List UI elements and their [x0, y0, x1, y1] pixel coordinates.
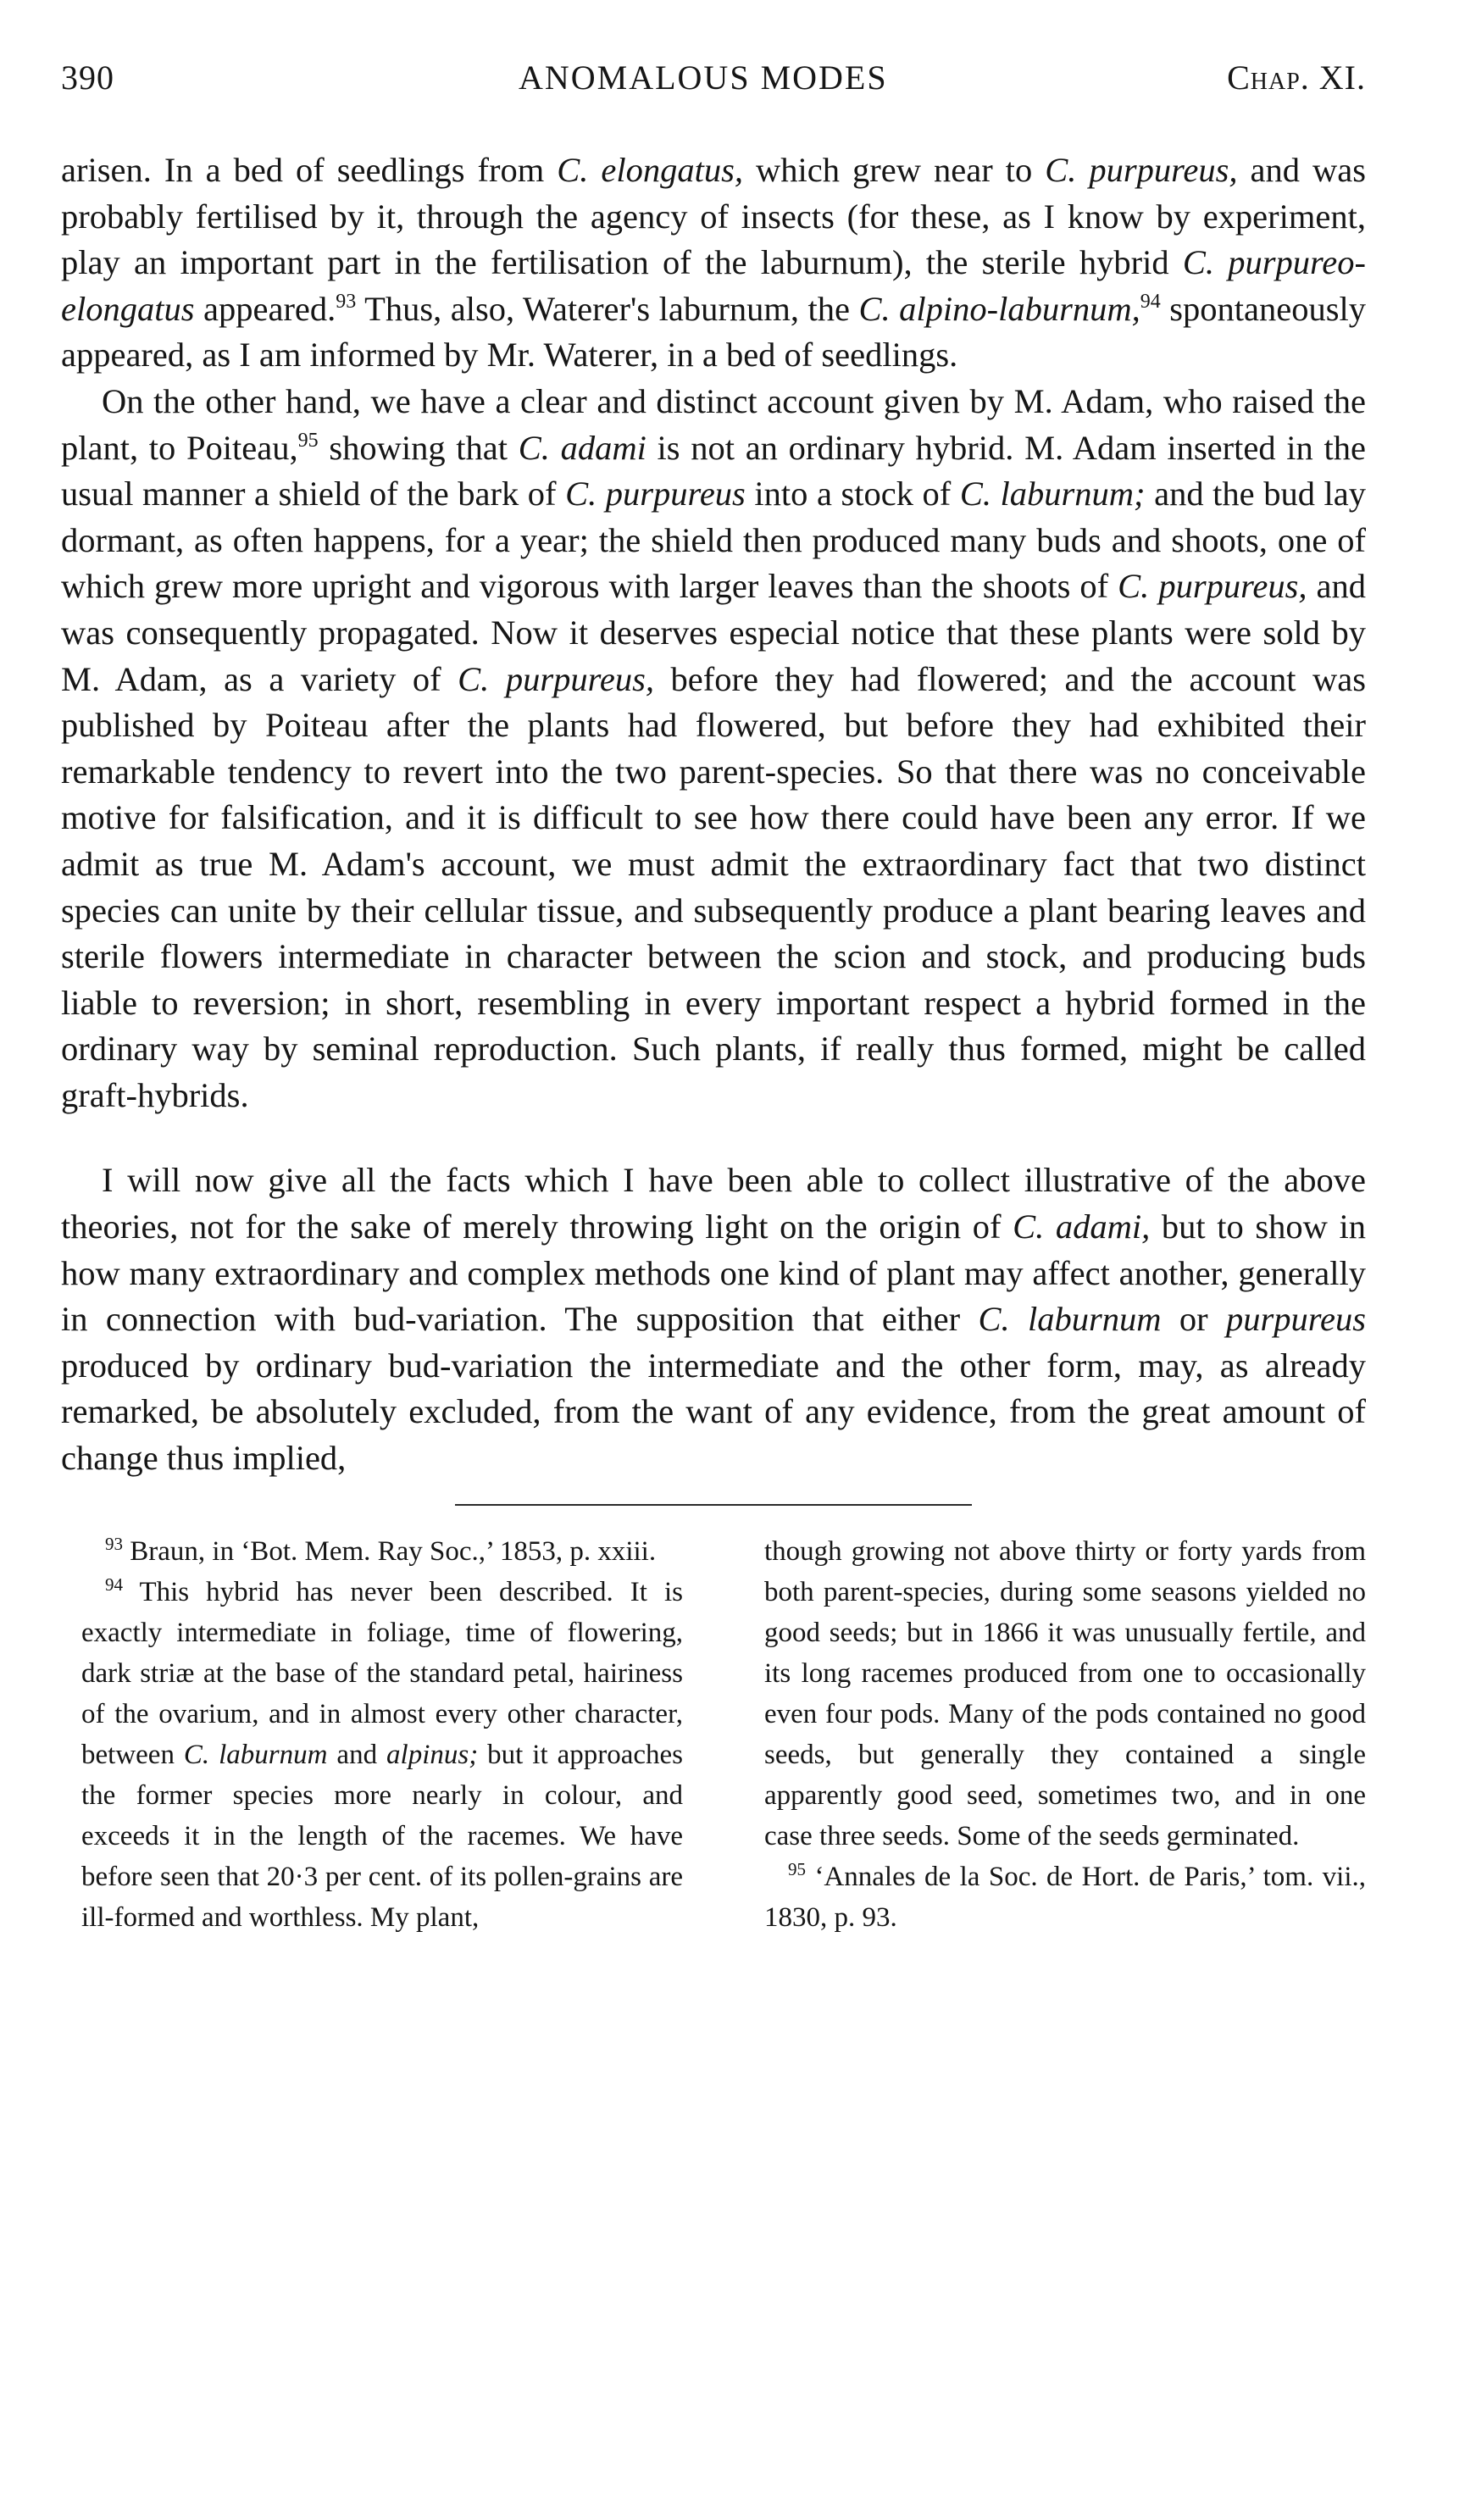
paragraph-1	[61, 147, 1366, 379]
text-run: arisen. In a bed of seedlings from	[61, 151, 558, 189]
italic-species-name: C. adami,	[1013, 1207, 1151, 1246]
chapter-label: Chap. XI.	[1227, 58, 1366, 97]
footnote-column-right	[744, 1531, 1366, 1938]
paragraph-3	[61, 1157, 1366, 1481]
footnotes	[61, 1531, 1366, 1938]
text-run: appeared.	[194, 289, 336, 328]
text-run: On the other hand, we have a clear and distinct account given by M. Adam, who raised the plant, to Poiteau,	[61, 381, 1366, 467]
text-run: and the bud lay dormant, as often happens, for a year; the shield then produced many buds and shoots, one of which grew more upright and vigorous with larger leaves than the shoots of	[61, 475, 1366, 606]
book-page	[61, 51, 1366, 1938]
footnote-text: This hybrid has never been described. It is exactly intermediate in foliage, time of flowering, dark striæ at the base of the standard petal, hairiness of the ovarium, and in almost every other character, between	[81, 1576, 683, 1770]
footnote-94-continued	[764, 1531, 1366, 1857]
text-run: and was probably fertilised by it, through the agency of insects (for these, as I know by experiment, play an important part in the fertilisation of the laburnum), the sterile hybrid	[61, 151, 1366, 282]
footnote-94	[81, 1572, 683, 1938]
text-run: but to show in how many extraordinary and complex methods one kind of plant may affect another, generally in connection with bud-variation. The supposition that either	[61, 1207, 1367, 1339]
footnote-column-left	[61, 1531, 683, 1938]
text-run: spontaneously appeared, as I am informed by Mr. Waterer, in a bed of seedlings.	[61, 289, 1367, 375]
running-title: ANOMALOUS MODES	[519, 58, 888, 97]
italic-species-name: C. elongatus,	[557, 151, 744, 189]
italic-species-name: C. adami	[518, 428, 646, 467]
text-run: is not an ordinary hybrid. M. Adam inserted in the usual manner a shield of the bark of	[61, 428, 1366, 513]
running-header	[61, 51, 1366, 110]
page-number: 390	[61, 58, 114, 97]
italic-species-name: C. laburnum	[978, 1300, 1162, 1339]
footnote-95	[764, 1857, 1366, 1938]
italic-species-name: C. laburnum	[183, 1739, 328, 1770]
text-run: into a stock of	[745, 475, 960, 513]
text-run: which grew near to	[743, 151, 1046, 189]
footnote-ref-95[interactable]: 95	[297, 429, 319, 452]
italic-species-name: C. alpino-laburnum,	[858, 289, 1140, 328]
footnote-ref-93[interactable]: 93	[336, 290, 357, 313]
footnote-text: and	[327, 1739, 387, 1770]
footnote-text: Braun, in ‘Bot. Mem. Ray Soc.,’ 1853, p. xxiii.	[123, 1535, 657, 1567]
text-run: Thus, also, Waterer's laburnum, the	[356, 289, 859, 328]
text-run: showing that	[318, 428, 519, 467]
italic-species-name: purpureus	[1225, 1300, 1366, 1339]
text-run: or	[1161, 1300, 1226, 1339]
main-text	[61, 147, 1366, 1482]
text-run: I will now give all the facts which I have been able to collect illustrative of the above theories, not for the sake of merely throwing light on the origin of	[61, 1161, 1366, 1246]
italic-species-name: C. purpureo-elongatus	[61, 243, 1366, 328]
footnote-number: 93	[105, 1533, 123, 1554]
text-run: before they had flowered; and the account was published by Poiteau after the plants had flowered, but before they had exhibited their remarkable tendency to revert into the two parent-species. So that there was no conceivable motive for falsification, and it is difficult to see how there could have been any error. If we admit as true M. Adam's account, we must admit the extraordinary fact that two distinct species can unite by their cellular tissue, and subsequently produce a plant bearing leaves and sterile flowers intermediate in character between the scion and stock, and producing buds liable to reversion; in short, resembling in every important respect a hybrid formed in the ordinary way by seminal reproduction. Such plants, if really thus formed, might be called graft-hybrids.	[61, 659, 1366, 1114]
italic-species-name: C. purpureus,	[458, 659, 654, 698]
footnote-number: 94	[105, 1574, 123, 1595]
footnote-text: though growing not above thirty or forty yards from both parent-species, during some seasons yielded no good seeds; but in 1866 it was unusually fertile, and its long racemes produced from one to occasionally even four pods. Many of the pods contained no good seeds, but generally they contained a single apparently good seed, sometimes two, and in one case three seeds. Some of the seeds germinated.	[764, 1535, 1366, 1851]
footnote-number: 95	[788, 1858, 806, 1879]
italic-species-name: alpinus;	[386, 1739, 479, 1770]
footnote-text: ‘Annales de la Soc. de Hort. de Paris,’ tom. vii., 1830, p. 93.	[764, 1861, 1366, 1933]
footnote-text: but it approaches the former species more nearly in colour, and exceeds it in the length of the racemes. We have before seen that 20·3 per cent. of its pollen-grains are ill-formed and worthless. My plant,	[81, 1739, 683, 1933]
text-run: produced by ordinary bud-variation the intermediate and the other form, may, as already remarked, be absolutely excluded, from the want of any evidence, from the great amount of change thus implied,	[61, 1346, 1366, 1478]
footnote-divider	[455, 1504, 972, 1506]
text-run: and was consequently propagated. Now it deserves especial notice that these plants were sold by M. Adam, as a variety of	[61, 567, 1366, 698]
italic-species-name: C. laburnum;	[959, 475, 1146, 513]
italic-species-name: C. purpureus,	[1045, 151, 1238, 189]
footnote-ref-94[interactable]: 94	[1140, 290, 1161, 313]
italic-species-name: C. purpureus	[565, 475, 746, 513]
footnote-93	[81, 1531, 683, 1572]
italic-species-name: C. purpureus,	[1118, 567, 1307, 606]
paragraph-2	[61, 379, 1366, 1119]
